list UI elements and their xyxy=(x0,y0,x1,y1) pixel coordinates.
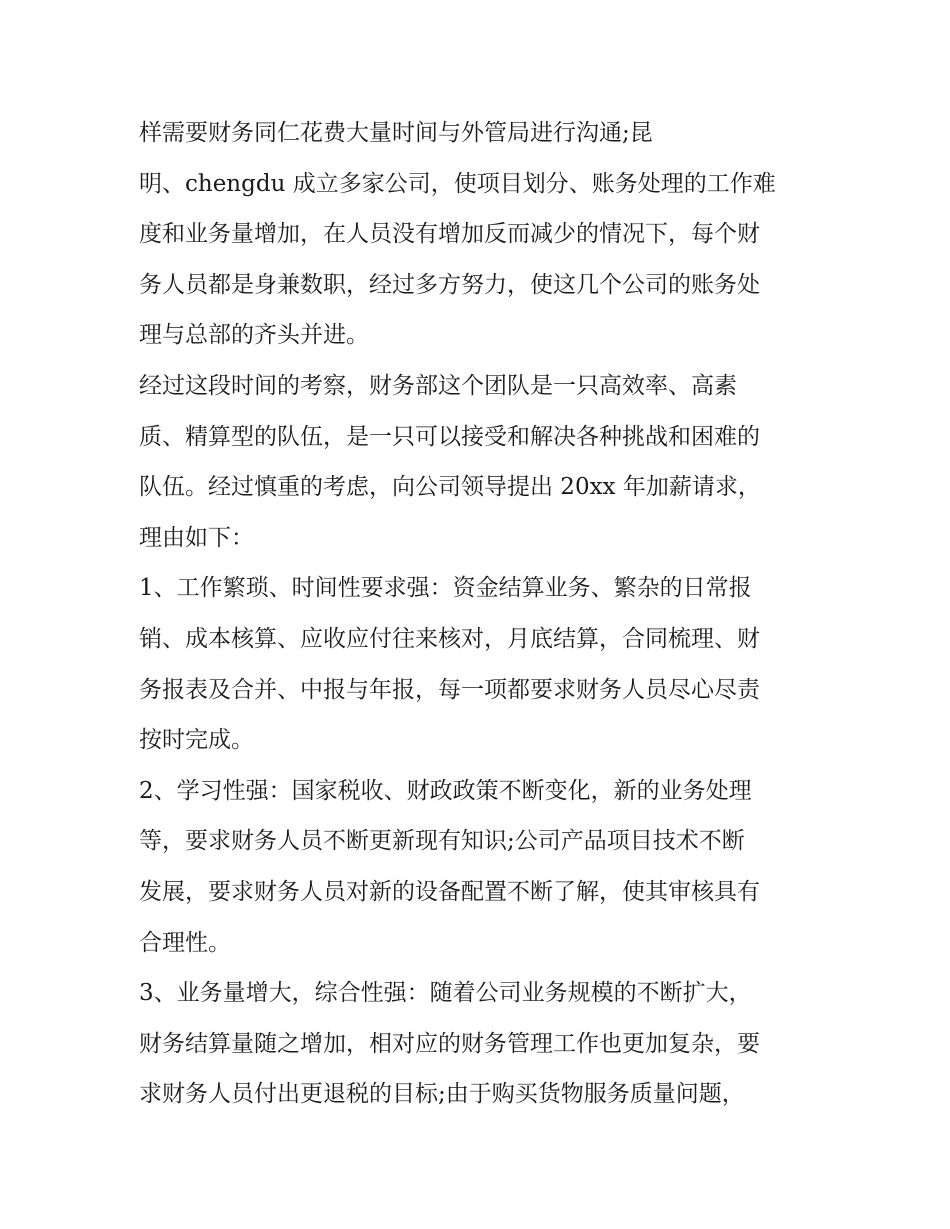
text-line: 经过这段时间的考察，财务部这个团队是一只高效率、高素 xyxy=(139,372,737,399)
text-line: 等，要求财务人员不断更新现有知识;公司产品项目技术不断 xyxy=(139,828,745,855)
text-line: 队伍。经过慎重的考虑，向公司领导提出 20xx 年加薪请求， xyxy=(139,474,761,501)
text-line: 财务结算量随之增加，相对应的财务管理工作也更加复杂，要 xyxy=(139,1030,760,1057)
text-line: 度和业务量增加，在人员没有增加反而减少的情况下，每个财 xyxy=(139,221,760,248)
document-body xyxy=(139,108,819,1120)
text-line: 理与总部的齐头并进。 xyxy=(139,322,369,349)
text-line: 理由如下： xyxy=(139,524,254,551)
text-line: 按时完成。 xyxy=(139,727,254,754)
text-line: 3、业务量增大，综合性强：随着公司业务规模的不断扩大， xyxy=(139,980,752,1007)
text-line: 1、工作繁琐、时间性要求强：资金结算业务、繁杂的日常报 xyxy=(139,575,752,602)
text-line: 质、精算型的队伍，是一只可以接受和解决各种挑战和困难的 xyxy=(139,423,760,450)
text-line: 销、成本核算、应收应付往来核对，月底结算，合同梳理、财 xyxy=(139,625,760,652)
text-line: 2、学习性强：国家税收、财政政策不断变化，新的业务处理 xyxy=(139,777,752,804)
text-line: 发展，要求财务人员对新的设备配置不断了解，使其审核具有 xyxy=(139,878,760,905)
text-line: 务报表及合并、中报与年报，每一项都要求财务人员尽心尽责 xyxy=(139,676,760,703)
text-line: 合理性。 xyxy=(139,929,231,956)
text-line: 务人员都是身兼数职，经过多方努力，使这几个公司的账务处 xyxy=(139,271,760,298)
text-line: 求财务人员付出更退税的目标;由于购买货物服务质量问题， xyxy=(139,1081,745,1108)
text-line: 样需要财务同仁花费大量时间与外管局进行沟通;昆 xyxy=(139,120,653,146)
text-line: 明、chengdu 成立多家公司，使项目划分、账务处理的工作难 xyxy=(139,170,776,197)
